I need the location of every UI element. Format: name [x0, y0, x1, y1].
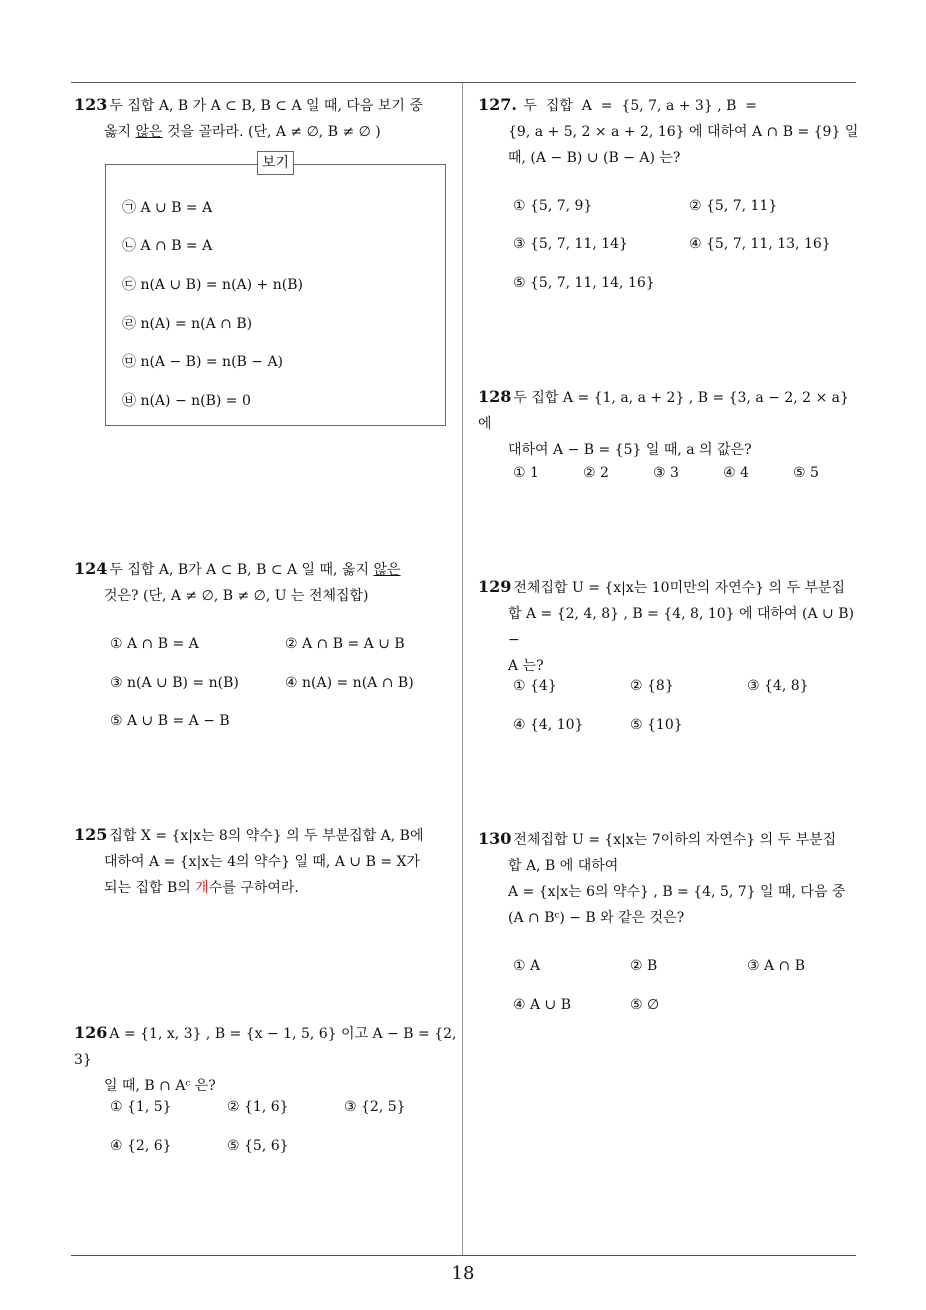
question-text: 되는 집합 B의 — [104, 880, 196, 896]
question-126 — [74, 1020, 459, 1099]
question-127 — [478, 92, 860, 171]
option-3[interactable]: ③ A ∩ B — [747, 958, 806, 974]
option-5[interactable]: ⑤ {5, 6} — [227, 1138, 289, 1154]
question-text: A = {x|x는 6의 약수} , B = {4, 5, 7} 일 때, 다음 중 — [508, 884, 846, 900]
question-text: 때, (A − B) ∪ (B − A) 는? — [508, 150, 681, 166]
question-123 — [74, 92, 459, 145]
question-number: 124 — [74, 559, 108, 578]
question-text: 수를 구하여라. — [208, 880, 299, 896]
option-4[interactable]: ④ {4, 10} — [513, 717, 584, 733]
example-item: ㉣ n(A) = n(A ∩ B) — [122, 316, 253, 332]
question-text: 집합 X = {x|x는 8의 약수} 의 두 부분집합 A, B에 — [109, 828, 424, 844]
column-divider — [462, 83, 463, 1255]
question-text: 두 집합 A = {5, 7, a + 3} , B = — [523, 98, 758, 114]
question-125 — [74, 822, 459, 901]
option-5[interactable]: ⑤ {10} — [630, 717, 683, 733]
question-text: 두 집합 A = {1, a, a + 2} , B = {3, a − 2, 2 × a} 에 — [478, 390, 849, 432]
question-text: (A ∩ Bᶜ) − B 와 같은 것은? — [508, 910, 685, 926]
option-4[interactable]: ④ 4 — [723, 465, 749, 481]
question-number: 125 — [74, 825, 108, 844]
example-item: ㉢ n(A ∪ B) = n(A) + n(B) — [122, 277, 303, 293]
example-item: ㉤ n(A − B) = n(B − A) — [122, 354, 284, 370]
option-1[interactable]: ① A ∩ B = A — [110, 636, 199, 652]
question-text: 두 집합 A, B 가 A ⊂ B, B ⊂ A 일 때, 다음 보기 중 — [109, 98, 423, 114]
option-4[interactable]: ④ {2, 6} — [110, 1138, 172, 1154]
question-number: 128 — [478, 387, 512, 406]
question-text: 합 A, B 에 대하여 — [508, 858, 619, 874]
option-2[interactable]: ② {1, 6} — [227, 1099, 289, 1115]
option-1[interactable]: ① {4} — [513, 678, 557, 694]
option-1[interactable]: ① 1 — [513, 465, 539, 481]
question-text: {9, a + 5, 2 × a + 2, 16} 에 대하여 A ∩ B = {9} 일 — [508, 124, 859, 140]
option-2[interactable]: ② 2 — [583, 465, 609, 481]
option-3[interactable]: ③ {4, 8} — [747, 678, 809, 694]
option-5[interactable]: ⑤ {5, 7, 11, 14, 16} — [513, 275, 655, 291]
question-text: 옳지 — [104, 124, 136, 140]
option-2[interactable]: ② {5, 7, 11} — [689, 198, 778, 214]
top-rule — [71, 82, 856, 83]
option-3[interactable]: ③ n(A ∪ B) = n(B) — [110, 675, 239, 691]
example-item: ㉠ A ∪ B = A — [122, 200, 213, 216]
question-number: 123 — [74, 95, 108, 114]
option-5[interactable]: ⑤ 5 — [793, 465, 819, 481]
option-1[interactable]: ① {5, 7, 9} — [513, 198, 593, 214]
option-1[interactable]: ① A — [513, 958, 541, 974]
question-text: 것은? (단, A ≠ ∅, B ≠ ∅, U 는 전체집합) — [104, 588, 369, 604]
question-128 — [478, 384, 860, 463]
option-2[interactable]: ② A ∩ B = A ∪ B — [285, 636, 405, 652]
question-text: A 는? — [508, 658, 544, 674]
question-text: 대하여 A = {x|x는 4의 약수} 일 때, A ∪ B = X가 — [104, 854, 420, 870]
option-3[interactable]: ③ {2, 5} — [344, 1099, 406, 1115]
underlined-text: 않은 — [373, 562, 401, 578]
example-item: ㉡ A ∩ B = A — [122, 238, 213, 254]
question-text: A = {1, x, 3} , B = {x − 1, 5, 6} 이고 A − B = {2, 3} — [74, 1026, 457, 1068]
example-item: ㉥ n(A) − n(B) = 0 — [122, 393, 251, 409]
page-number: 18 — [451, 1263, 475, 1284]
underlined-text: 않은 — [135, 124, 163, 140]
option-4[interactable]: ④ {5, 7, 11, 13, 16} — [689, 236, 831, 252]
bottom-rule — [71, 1255, 856, 1256]
question-text: 합 A = {2, 4, 8} , B = {4, 8, 10} 에 대하여 (A ∪ B) − — [508, 606, 854, 648]
highlighted-text: 개 — [195, 880, 209, 896]
option-4[interactable]: ④ n(A) = n(A ∩ B) — [285, 675, 414, 691]
option-5[interactable]: ⑤ A ∪ B = A − B — [110, 713, 230, 729]
question-text: 전체집합 U = {x|x는 10미만의 자연수} 의 두 부분집 — [513, 580, 846, 596]
option-2[interactable]: ② {8} — [630, 678, 674, 694]
option-4[interactable]: ④ A ∪ B — [513, 997, 572, 1013]
question-text: 두 집합 A, B가 A ⊂ B, B ⊂ A 일 때, 옳지 — [109, 562, 374, 578]
question-text: 일 때, B ∩ Aᶜ 은? — [104, 1078, 216, 1094]
question-129 — [478, 574, 860, 679]
question-text: 전체집합 U = {x|x는 7이하의 자연수} 의 두 부분집 — [513, 832, 837, 848]
option-3[interactable]: ③ 3 — [653, 465, 679, 481]
question-number: 126 — [74, 1023, 108, 1042]
question-number: 127. — [478, 95, 517, 114]
question-text: 대하여 A − B = {5} 일 때, a 의 값은? — [508, 442, 752, 458]
question-number: 129 — [478, 577, 512, 596]
question-text: 것을 골라라. (단, A ≠ ∅, B ≠ ∅ ) — [162, 124, 381, 140]
option-3[interactable]: ③ {5, 7, 11, 14} — [513, 236, 628, 252]
question-130 — [478, 826, 860, 931]
option-5[interactable]: ⑤ ∅ — [630, 997, 660, 1013]
question-number: 130 — [478, 829, 512, 848]
question-124 — [74, 556, 459, 609]
example-box-title: 보기 — [257, 151, 294, 175]
option-1[interactable]: ① {1, 5} — [110, 1099, 172, 1115]
option-2[interactable]: ② B — [630, 958, 658, 974]
